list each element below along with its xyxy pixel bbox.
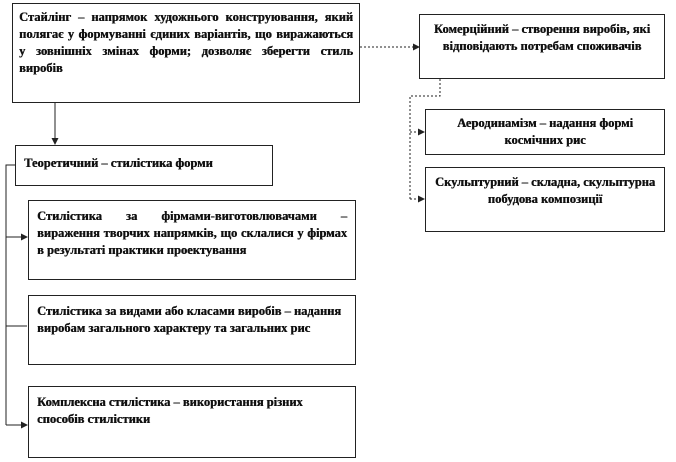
theoretical-box: Теоретичний – стилістика форми xyxy=(15,145,273,186)
connector-theoretical-left xyxy=(6,165,15,425)
complex-stylistics-box: Комплексна стилістика – використання різних способів стилістики xyxy=(28,386,356,458)
by-product-types-box: Стилістика за видами або класами виробів – надання виробам загального характеру та загальних рис xyxy=(28,295,356,365)
commercial-box: Комерційний – створення виробів, які відповідають потребам споживачів xyxy=(419,14,665,79)
aerodynamism-box: Аеродинамізм – надання формі космічних рис xyxy=(425,109,665,155)
by-manufacturers-box: Стилістика за фірмами-виготовлювачами – вираження творчих напрямків, що склалися у фірмах в результаті практики проектування xyxy=(28,200,356,280)
sculptural-box: Скульптурний – складна, скульптурна побудова композиції xyxy=(425,167,665,232)
styling-box: Стайлінг – напрямок художнього конструювання, який полягає у формуванні єдиних варіантів, що виражаються у зовнішніх змінах форми; дозволяє зберегти стиль виробів xyxy=(12,3,360,103)
